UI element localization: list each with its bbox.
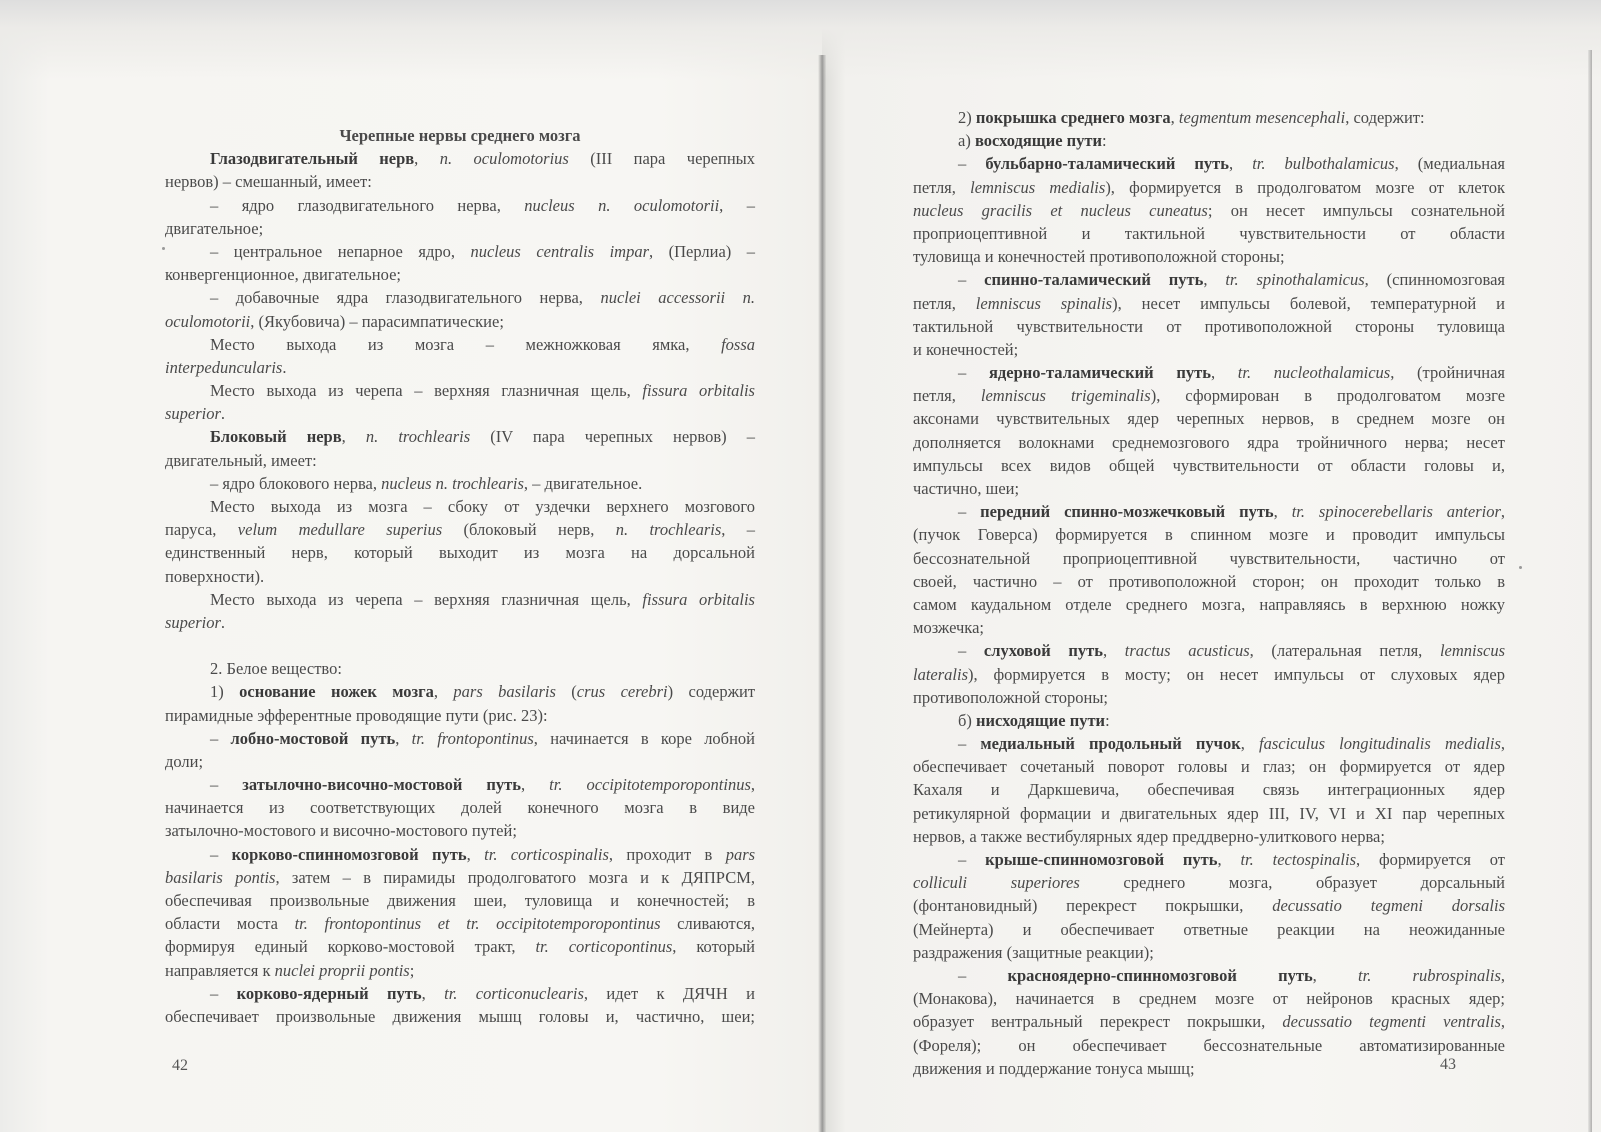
text-line: туловища и конечностей противоположной стороны; [913, 247, 1285, 267]
text-line: обеспечивает сочетаный поворот головы и глаз; он формируется от ядер [913, 757, 1505, 777]
text-line: – корково-ядерный путь, tr. corticonuclearis, идет к ДЯЧН и [210, 983, 755, 1003]
text-line: Кахаля и Даркшевича, обеспечивая связь интеграционных ядер [913, 780, 1505, 800]
text-line: – спинно-таламический путь, tr. spinothalamicus, (спинномозговая [958, 270, 1506, 290]
text-line: Место выхода из черепа – верхняя глазничная щель, fissura orbitalis [210, 589, 755, 609]
text-line: colliculi superiores среднего мозга, образует дорсальный [913, 873, 1505, 893]
text-line: затылочно-мостового и височно-мостового путей; [165, 821, 517, 841]
text-line: – крыше-спинномозговой путь, tr. tectospinalis, формируется от [958, 850, 1506, 869]
text-line: – медиальный продольный пучок, fasciculus longitudinalis medialis, [958, 734, 1506, 754]
text-line: формируя единый корково-мостовой тракт, tr. corticopontinus, который [165, 937, 755, 957]
section-heading: Черепные нервы среднего мозга [339, 126, 581, 145]
text-line: двигательный, имеет: [165, 450, 317, 470]
text-line: (пучок Говерса) формируется в спинном мозге и проводит импульсы [913, 525, 1505, 545]
left-text-column [165, 124, 755, 1028]
page-edge [1588, 50, 1592, 1132]
text-line: аксонами чувствительных ядер черепных нервов, в среднем мозге он [913, 409, 1505, 429]
text-line: (Фореля); он обеспечивает бессознательные автоматизированные [913, 1035, 1505, 1055]
text-line: своей, частично – от противоположной сторон; он проходит только в [913, 571, 1505, 591]
text-line: тактильной чувствительности от противоположной стороны туловища [913, 316, 1505, 336]
text-line: единственный нерв, который выходит из мозга на дорсальной [165, 543, 755, 563]
text-line: частично, шеи; [913, 479, 1020, 498]
text-line: Блоковый нерв, n. trochlearis (IV пара черепных нервов) – [210, 427, 755, 447]
text-line: петля, lemniscus spinalis), несет импульсы болевой, температурной и [913, 293, 1505, 313]
scan-speck [1519, 566, 1522, 569]
text-line: – центральное непарное ядро, nucleus centralis impar, (Перлиа) – [210, 241, 755, 261]
text-line: паруса, velum medullare superius (блоковый нерв, n. trochlearis, – [165, 520, 756, 540]
text-line: oculomotorii, (Якубовича) – парасимпатические; [165, 311, 504, 331]
text-line: Место выхода из мозга – сбоку от уздечки верхнего мозгового [210, 497, 755, 516]
text-line: 2) покрышка среднего мозга, tegmentum mesencephali, содержит: [958, 108, 1425, 127]
text-line: – лобно-мостовой путь, tr. frontopontinus, начинается в коре лобной [210, 728, 755, 748]
text-line: (Монакова), начинается в среднем мозге от нейронов красных ядер; [913, 989, 1505, 1009]
text-line: импульсы всех видов общей чувствительности от области головы и, [913, 455, 1505, 475]
text-line: nucleus gracilis et nucleus cuneatus; он несет импульсы сознательной [913, 200, 1505, 220]
text-line: – ядерно-таламический путь, tr. nucleothalamicus, (тройничная [958, 363, 1505, 383]
text-line: доли; [165, 751, 204, 771]
text-line: образует вентральный перекрест покрышки, decussatio tegmenti ventralis, [913, 1012, 1505, 1032]
text-line: – бульбарно-таламический путь, tr. bulbothalamicus, (медиальная [958, 154, 1505, 174]
text-line: interpeduncularis. [165, 357, 287, 377]
text-line: 1) основание ножек мозга, pars basilaris (crus cerebri) содержит [210, 682, 756, 702]
text-line: пирамидные эфферентные проводящие пути (рис. 23): [165, 705, 548, 725]
text-line: Глазодвигательный нерв, n. oculomotorius (III пара черепных [210, 149, 755, 169]
text-line: нервов, а также вестибулярных ядер преддверно-улиткового нерва; [913, 826, 1385, 846]
text-line: противоположной стороны; [913, 687, 1109, 707]
text-line: Место выхода из черепа – верхняя глазничная щель, fissura orbitalis [210, 381, 755, 401]
text-line: обеспечивая произвольные движения шеи, туловища и конечностей; в [165, 891, 755, 910]
text-line: – затылочно-височно-мостовой путь, tr. occipitotemporopontinus, [210, 775, 756, 795]
text-line: области моста tr. frontopontinus et tr. occipitotemporopontinus сливаются, [165, 914, 755, 934]
text-line: самом каудальном отделе среднего мозга, направляясь в верхнюю ножку [913, 594, 1505, 614]
text-line: (фонтановидный) перекрест покрышки, decussatio tegmeni dorsalis [913, 896, 1505, 916]
text-line: мозжечка; [913, 618, 984, 638]
page-number-left: 42 [172, 1057, 188, 1074]
page-number-right: 43 [1440, 1056, 1456, 1073]
text-line: lateralis), формируется в мосту; он несет импульсы от слуховых ядер [913, 664, 1505, 684]
text-line: а) восходящие пути: [958, 131, 1107, 151]
text-line: – красноядерно-спинномозговой путь, tr. rubrospinalis, [958, 965, 1505, 985]
right-paragraphs [913, 106, 1505, 1080]
text-line: поверхности). [165, 566, 265, 586]
book-fold [818, 55, 826, 1132]
text-line: нервов) – смешанный, имеет: [165, 172, 372, 192]
text-line: дополняется волокнами среднемозгового ядра тройничного нерва; несет [913, 432, 1505, 452]
text-line: петля, lemniscus trigeminalis), сформирован в продолговатом мозге [913, 386, 1506, 406]
text-line: (Мейнерта) и обеспечивает ответные реакции на неожиданные [913, 919, 1505, 939]
right-text-column [913, 106, 1505, 1080]
text-line: – слуховой путь, tractus acusticus, (латеральная петля, lemniscus [958, 641, 1506, 661]
text-line: basilaris pontis, затем – в пирамиды продолговатого мозга и к ДЯПРСМ, [165, 867, 755, 887]
text-line: 2. Белое вещество: [210, 659, 342, 679]
scan-top-shadow [0, 0, 1601, 80]
text-line: движения и поддержание тонуса мышц; [913, 1058, 1195, 1078]
text-line: ретикулярной формации и двигательных ядер III, IV, VI и XI пар черепных [913, 803, 1505, 823]
text-line: – ядро глазодвигательного нерва, nucleus n. oculomotorii, – [210, 195, 755, 215]
text-line: superior. [165, 404, 226, 424]
text-line: бессознательной проприоцептивной чувствительности, частично от [913, 548, 1505, 568]
text-line: superior. [165, 612, 226, 632]
text-line: раздражения (защитные реакции); [913, 942, 1154, 962]
text-line: петля, lemniscus medialis), формируется в продолговатом мозге от клеток [913, 177, 1505, 197]
text-line: начинается из соответствующих долей конечного мозга в виде [165, 798, 755, 818]
text-line: б) нисходящие пути: [958, 710, 1110, 730]
text-line: направляется к nuclei proprii pontis; [165, 960, 415, 980]
text-line: – передний спинно-мозжечковый путь, tr. spinocerebellaris anterior, [958, 502, 1506, 522]
text-line: – добавочные ядра глазодвигательного нерва, nuclei accessorii n. [210, 288, 756, 308]
text-line: Место выхода из мозга – межножковая ямка, fossa [210, 334, 755, 354]
text-line: – корково-спинномозговой путь, tr. corticospinalis, проходит в pars [210, 844, 756, 864]
left-paragraphs [165, 147, 755, 1028]
text-line: обеспечивает произвольные движения мышц головы и, частично, шеи; [165, 1006, 755, 1026]
text-line: двигательное; [165, 218, 264, 238]
text-line: проприоцептивной и тактильной чувствительности от области [913, 223, 1505, 243]
paragraph-gap [165, 634, 755, 657]
text-line: конвергенционное, двигательное; [165, 265, 401, 285]
text-line: и конечностей; [913, 339, 1019, 359]
text-line: – ядро блокового нерва, nucleus n. trochlearis, – двигательное. [210, 473, 643, 493]
